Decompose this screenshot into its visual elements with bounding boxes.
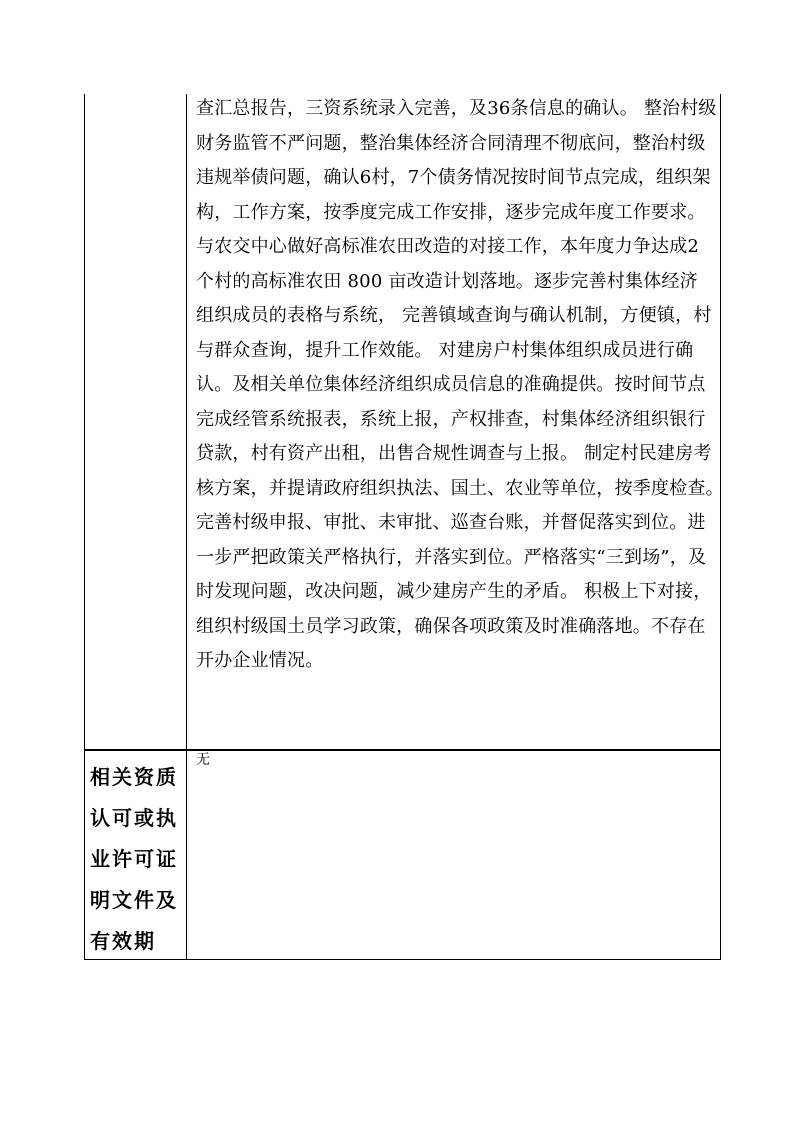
work-description-cell [196,92,724,679]
qualification-label-line: 相关资质 [90,765,178,789]
body-line: 组织成员的表格与系统， 完善镇域查询与确认机制，方便镇，村 [196,305,712,326]
body-line: 违规举债问题，确认6村，7个债务情况按时间节点完成，组织架 [196,167,711,188]
body-line: 完善村级申报、审批、未审批、巡查台账，并督促落实到位。进 [196,512,706,533]
qualification-label-line: 明文件及 [90,888,178,912]
body-line: 组织村级国土员学习政策，确保各项政策及时准确落地。不存在 [196,615,706,637]
body-line: 与农交中心做好高标准农田改造的对接工作，本年度力争达成2 [196,236,700,257]
qualification-label-line: 认可或执 [90,806,178,830]
table-row-divider [84,749,721,751]
body-line: 构，工作方案，按季度完成工作安排，逐步完成年度工作要求。 [196,201,706,223]
body-line: 一步严把政策关严格执行，并落实到位。严格落实“三到场”，及 [196,546,707,568]
body-line: 财务监管不严问题，整治集体经济合同清理不彻底问，整治村级 [196,132,706,154]
body-line: 贷款，村有资产出租，出售合规性调查与上报。 制定村民建房考 [196,443,712,464]
body-line: 查汇总报告，三资系统录入完善，及36条信息的确认。 整治村级 [196,98,717,119]
body-line: 核方案，并提请政府组织执法、国土、农业等单位，按季度检查。 [196,477,724,499]
qualification-label-line: 有效期 [90,929,156,953]
body-line: 个村的高标准农田 800 亩改造计划落地。逐步完善村集体经济 [196,270,698,292]
qualification-label-line: 业许可证 [90,847,178,871]
body-line: 时发现问题，改决问题，减少建房产生的矛盾。 积极上下对接， [196,581,712,602]
body-line: 完成经管系统报表，系统上报，产权排查，村集体经济组织银行 [196,408,706,430]
qualification-value: 无 [196,752,210,768]
body-line: 认。及相关单位集体经济组织成员信息的准确提供。按时间节点 [196,374,706,395]
qualification-label [90,757,184,962]
table-column-divider [186,94,187,960]
body-line: 与群众查询，提升工作效能。 对建房户村集体组织成员进行确 [196,339,694,361]
body-line: 开办企业情况。 [196,650,324,671]
